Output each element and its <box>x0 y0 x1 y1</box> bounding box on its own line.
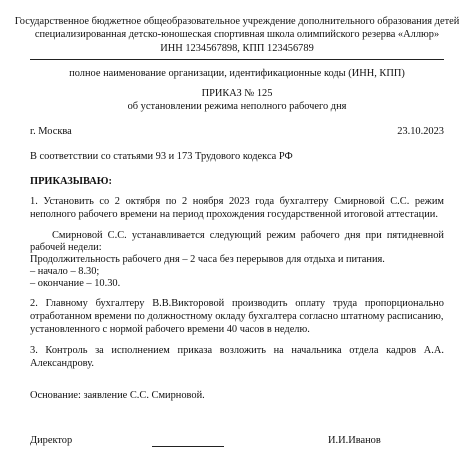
item-2-line-2: отработанном времени по должностному окладу бухгалтера согласно штатному расписанию, <box>30 311 444 322</box>
schedule-line-2: рабочей недели: <box>30 242 102 253</box>
org-name-line-1: Государственное бюджетное общеобразовательное учреждение дополнительного образования детей <box>14 16 460 27</box>
order-title: ПРИКАЗ № 125 <box>201 88 273 99</box>
item-3-line-1: 3. Контроль за исполнением приказа возложить на начальника отдела кадров А.А. <box>30 345 444 356</box>
item-1-line-2: неполного рабочего времени на период прохождения государственной итоговой аттестации. <box>30 209 438 220</box>
item-2-line-1: 2. Главному бухгалтеру В.В.Викторовой производить оплату труда пропорционально <box>30 298 444 309</box>
org-name-line-2: специализированная детско-юношеская спортивная школа олимпийского резерва «Аллюр» <box>34 29 440 40</box>
schedule-line-1: Смирновой С.С. устанавливается следующий режим рабочего дня при пятидневной <box>52 230 444 241</box>
org-inn-kpp: ИНН 1234567898, КПП 123456789 <box>160 43 314 54</box>
signature-line <box>152 446 224 447</box>
order-subject: об установлении режима неполного рабочего дня <box>127 101 347 112</box>
foundation-note: Основание: заявление С.С. Смирновой. <box>30 390 205 401</box>
schedule-start: – начало – 8.30; <box>30 266 100 277</box>
order-city: г. Москва <box>30 126 72 137</box>
order-date: 23.10.2023 <box>397 126 444 137</box>
decree-heading: ПРИКАЗЫВАЮ: <box>30 176 112 187</box>
schedule-end: – окончание – 10.30. <box>30 278 121 289</box>
signatory-position: Директор <box>30 435 73 446</box>
signatory-name: И.И.Иванов <box>328 435 381 446</box>
schedule-duration: Продолжительность рабочего дня – 2 часа без перерывов для отдыха и питания. <box>30 254 385 265</box>
legal-basis: В соответствии со статьями 93 и 173 Трудового кодекса РФ <box>30 151 293 162</box>
org-underline <box>30 59 444 60</box>
org-caption: полное наименование организации, идентификационные коды (ИНН, КПП) <box>69 68 405 79</box>
item-2-line-3: установленного с нормой рабочего времени 40 часов в неделю. <box>30 324 310 335</box>
item-3-line-2: Александрову. <box>30 358 94 369</box>
item-1-line-1: 1. Установить со 2 октября по 2 ноября 2023 года бухгалтеру Смирновой С.С. режим <box>30 196 444 207</box>
